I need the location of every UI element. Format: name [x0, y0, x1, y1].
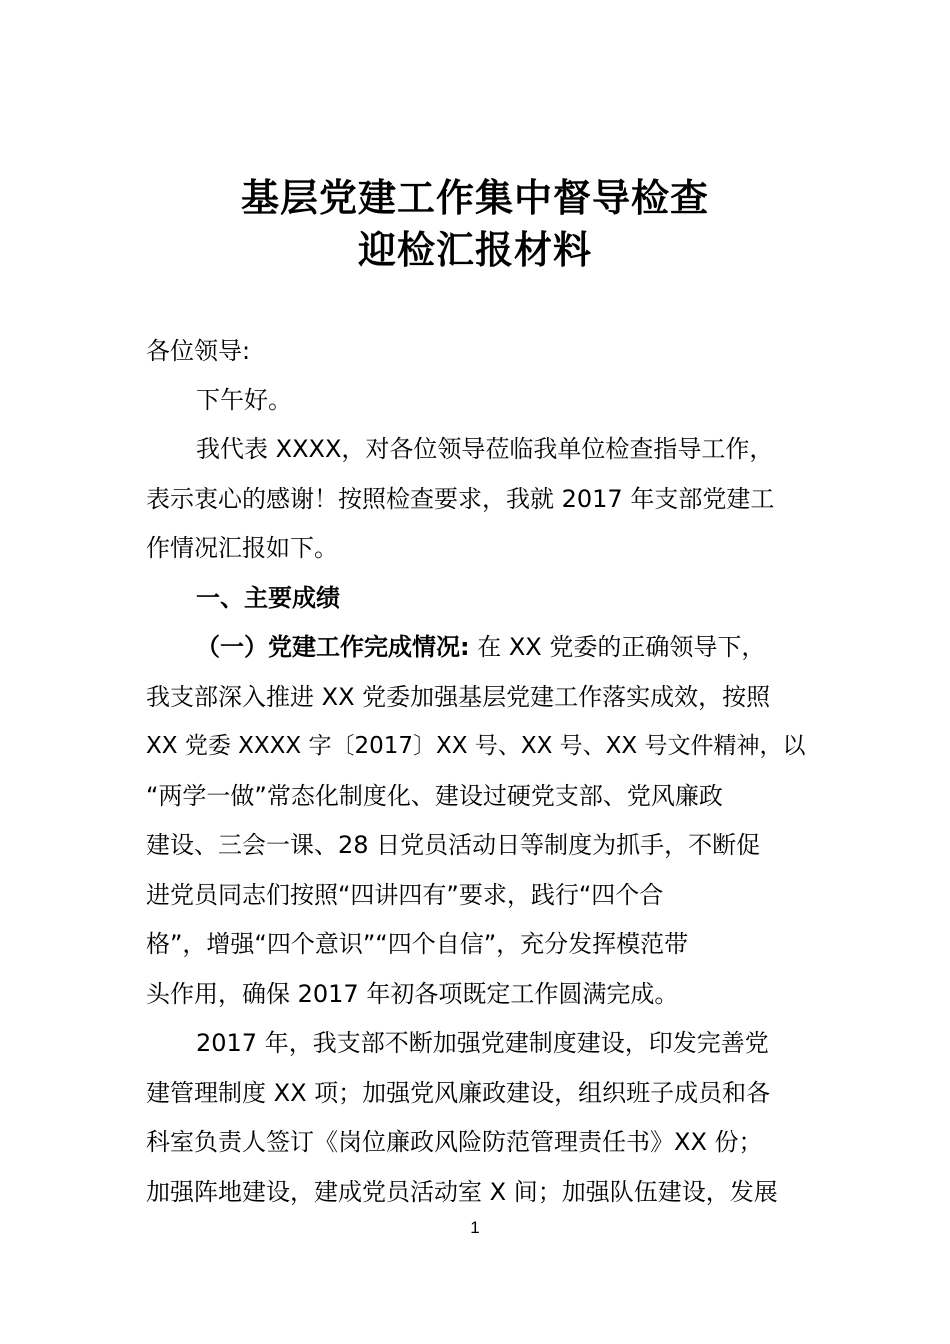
document-title-line1: 基层党建工作集中督导检查 — [240, 175, 709, 220]
paragraph-line: 作情况汇报如下。 — [146, 534, 338, 562]
paragraph-line: 我代表 XXXX，对各位领导莅临我单位检查指导工作， — [196, 435, 774, 463]
document-title-line2: 迎检汇报材料 — [357, 227, 592, 272]
paragraph-line: 我支部深入推进 XX 党委加强基层党建工作落实成效，按照 — [146, 683, 771, 711]
paragraph-line: 格”，增强“四个意识”“四个自信”，充分发挥模范带 — [146, 930, 689, 958]
paragraph-line: 表示衷心的感谢！按照检查要求，我就 2017 年支部党建工 — [146, 485, 775, 513]
section-heading: 一、主要成绩 — [196, 584, 340, 612]
paragraph-line: 进党员同志们按照“四讲四有”要求，践行“四个合 — [146, 881, 664, 909]
greeting: 下午好。 — [196, 386, 292, 414]
subsection-line — [196, 623, 765, 672]
paragraph-line: 建管理制度 XX 项；加强党风廉政建设，组织班子成员和各 — [146, 1079, 771, 1107]
subsection-text: 在 XX 党委的正确领导下， — [469, 633, 766, 661]
subsection-heading: （一）党建工作完成情况: — [196, 633, 470, 661]
salutation: 各位领导: — [146, 337, 251, 365]
paragraph-line: 加强阵地建设，建成党员活动室 X 间；加强队伍建设，发展 — [146, 1178, 778, 1206]
paragraph-line: 2017 年，我支部不断加强党建制度建设，印发完善党 — [196, 1029, 769, 1057]
paragraph-line: 科室负责人签订《岗位廉政风险防范管理责任书》XX 份； — [146, 1128, 763, 1156]
page-number: 1 — [470, 1218, 480, 1237]
paragraph-line: 建设、三会一课、28 日党员活动日等制度为抓手，不断促 — [146, 831, 761, 859]
paragraph-line: 头作用，确保 2017 年初各项既定工作圆满完成。 — [146, 980, 679, 1008]
paragraph-line: XX 党委 XXXX 字〔2017〕XX 号、XX 号、XX 号文件精神，以 — [146, 733, 806, 759]
paragraph-line: “两学一做”常态化制度化、建设过硬党支部、党风廉政 — [146, 782, 723, 810]
